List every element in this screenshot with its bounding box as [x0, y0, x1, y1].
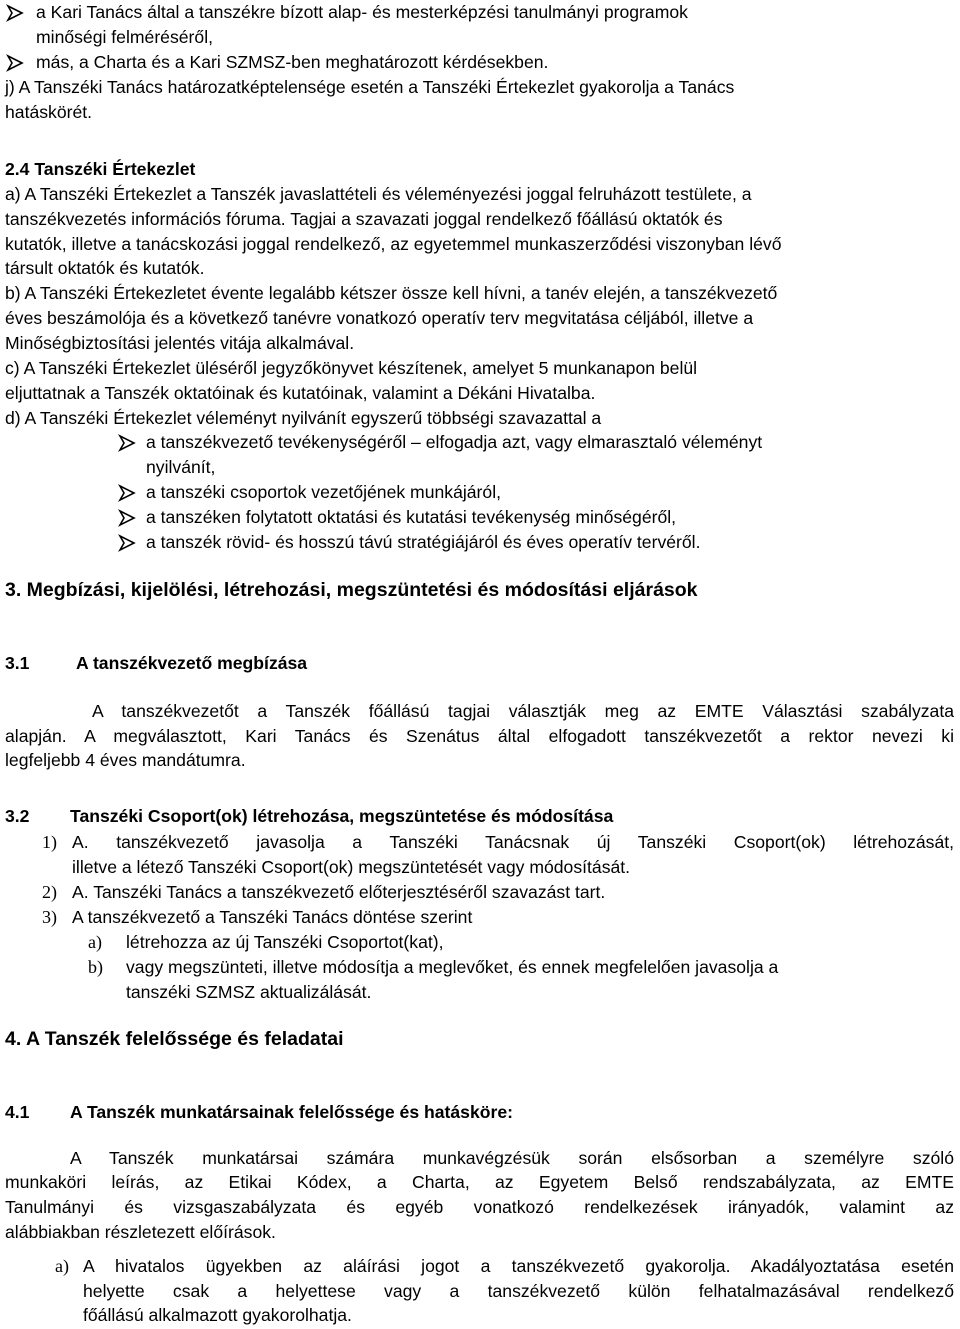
subsection-number: 3.1: [5, 653, 30, 673]
chapter-heading: 3. Megbízási, kijelölési, létrehozási, megszüntetési és módosítási eljárások: [5, 579, 698, 601]
paragraph-line: c) A Tanszéki Értekezlet üléséről jegyzőkönyvet készítenek, amelyet 5 munkanapon belül: [5, 358, 698, 378]
subsection-title: A Tanszék munkatársainak felelőssége és hatásköre:: [70, 1102, 513, 1122]
paragraph-line: munkaköri leírás, az Etikai Kódex, a Charta, az Egyetem Belső rendszabályzata, az EMTE: [5, 1172, 954, 1192]
arrow-bullet-icon: [118, 434, 136, 452]
section-heading: 2.4 Tanszéki Értekezlet: [5, 159, 196, 179]
paragraph-line: A tanszékvezetőt a Tanszék főállású tagjai választják meg az EMTE Választási szabályzata: [92, 701, 954, 721]
paragraph-line: a) A Tanszéki Értekezlet a Tanszék javaslattételi és véleményezési joggal felruházott testülete, a: [5, 184, 752, 204]
list-marker: a): [55, 1256, 69, 1276]
list-item-text: helyette csak a helyettese vagy a tanszékvezető külön felhatalmazásával rendelkező: [83, 1281, 954, 1301]
bullet-text: minőségi felméréséről,: [36, 27, 213, 47]
arrow-bullet-icon: [118, 534, 136, 552]
paragraph-line: tanszékvezetés információs fóruma. Tagjai a szavazati joggal rendelkező főállású oktatók és: [5, 209, 723, 229]
paragraph-line: A Tanszék munkatársai számára munkavégzésük során elsősorban a személyre szóló: [70, 1148, 954, 1168]
list-marker: 1): [42, 832, 57, 852]
sublist-marker: a): [88, 932, 102, 952]
list-marker: 3): [42, 907, 57, 927]
sublist-item-text: vagy megszünteti, illetve módosítja a meglevőket, és ennek megfelelően javasolja a: [126, 957, 779, 977]
arrow-bullet-icon: [6, 4, 24, 22]
sublist-marker: b): [88, 957, 103, 977]
subsection-title: Tanszéki Csoport(ok) létrehozása, megszüntetése és módosítása: [70, 806, 614, 826]
bullet-text: más, a Charta és a Kari SZMSZ-ben meghatározott kérdésekben.: [36, 52, 549, 72]
arrow-bullet-icon: [118, 484, 136, 502]
paragraph-line: b) A Tanszéki Értekezletet évente legalább kétszer össze kell hívni, a tanév elején, a tanszékvezető: [5, 283, 778, 303]
paragraph-line: éves beszámolója és a következő tanévre vonatkozó operatív terv megvitatása céljából, illetve a: [5, 308, 754, 328]
paragraph-line: d) A Tanszéki Értekezlet véleményt nyilvánít egyszerű többségi szavazattal a: [5, 408, 602, 428]
paragraph-line: legfeljebb 4 éves mandátumra.: [5, 750, 246, 770]
paragraph-line: alábbiakban részletezett előírások.: [5, 1222, 276, 1242]
list-item-text: főállású alkalmazott gyakorolhatja.: [83, 1305, 352, 1325]
list-item-text: A hivatalos ügyekben az aláírási jogot a tanszékvezető gyakorolja. Akadályoztatása esetén: [83, 1256, 954, 1276]
paragraph-line: társult oktatók és kutatók.: [5, 258, 205, 278]
subsection-number: 4.1: [5, 1102, 30, 1122]
paragraph-line: j) A Tanszéki Tanács határozatképtelensége esetén a Tanszéki Értekezlet gyakorolja a Tanács: [5, 77, 735, 97]
list-item-text: A. Tanszéki Tanács a tanszékvezető előterjesztéséről szavazást tart.: [72, 882, 606, 902]
arrow-bullet-icon: [6, 54, 24, 72]
list-marker: 2): [42, 882, 57, 902]
sublist-item-text: létrehozza az új Tanszéki Csoportot(kat),: [126, 932, 444, 952]
bullet-text: a tanszékvezető tevékenységéről – elfogadja azt, vagy elmarasztaló véleményt: [146, 432, 763, 452]
paragraph-line: hatáskörét.: [5, 102, 93, 122]
paragraph-line: kutatók, illetve a tanácskozási joggal rendelkező, az egyetemmel munkaszerződési viszonyban lévő: [5, 234, 782, 254]
bullet-text: a tanszék rövid- és hosszú távú stratégiájáról és éves operatív tervéről.: [146, 532, 701, 552]
bullet-text: a tanszéki csoportok vezetőjének munkájáról,: [146, 482, 501, 502]
chapter-heading: 4. A Tanszék felelőssége és feladatai: [5, 1028, 344, 1050]
list-item-text: illetve a létező Tanszéki Csoport(ok) megszüntetését vagy módosítását.: [72, 857, 631, 877]
paragraph-line: alapján. A megválasztott, Kari Tanács és Szenátus által elfogadott tanszékvezetőt a rektor nevezi ki: [5, 726, 954, 746]
paragraph-line: Minőségbiztosítási jelentés vitája alkalmával.: [5, 333, 355, 353]
bullet-text: a tanszéken folytatott oktatási és kutatási tevékenység minőségéről,: [146, 507, 677, 527]
paragraph-line: Tanulmányi és vizsgaszabályzata és egyéb vonatkozó rendelkezések irányadók, valamint az: [5, 1197, 954, 1217]
sublist-item-text: tanszéki SZMSZ aktualizálását.: [126, 982, 372, 1002]
paragraph-line: eljuttatnak a Tanszék oktatóinak és kutatóinak, valamint a Dékáni Hivatalba.: [5, 383, 596, 403]
bullet-text: nyilvánít,: [146, 457, 216, 477]
list-item-text: A. tanszékvezető javasolja a Tanszéki Tanácsnak új Tanszéki Csoport(ok) létrehozását,: [72, 832, 954, 852]
bullet-text: a Kari Tanács által a tanszékre bízott alap- és mesterképzési tanulmányi programok: [36, 2, 688, 22]
subsection-number: 3.2: [5, 806, 30, 826]
subsection-title: A tanszékvezető megbízása: [76, 653, 308, 673]
arrow-bullet-icon: [118, 509, 136, 527]
list-item-text: A tanszékvezető a Tanszéki Tanács döntése szerint: [72, 907, 473, 927]
